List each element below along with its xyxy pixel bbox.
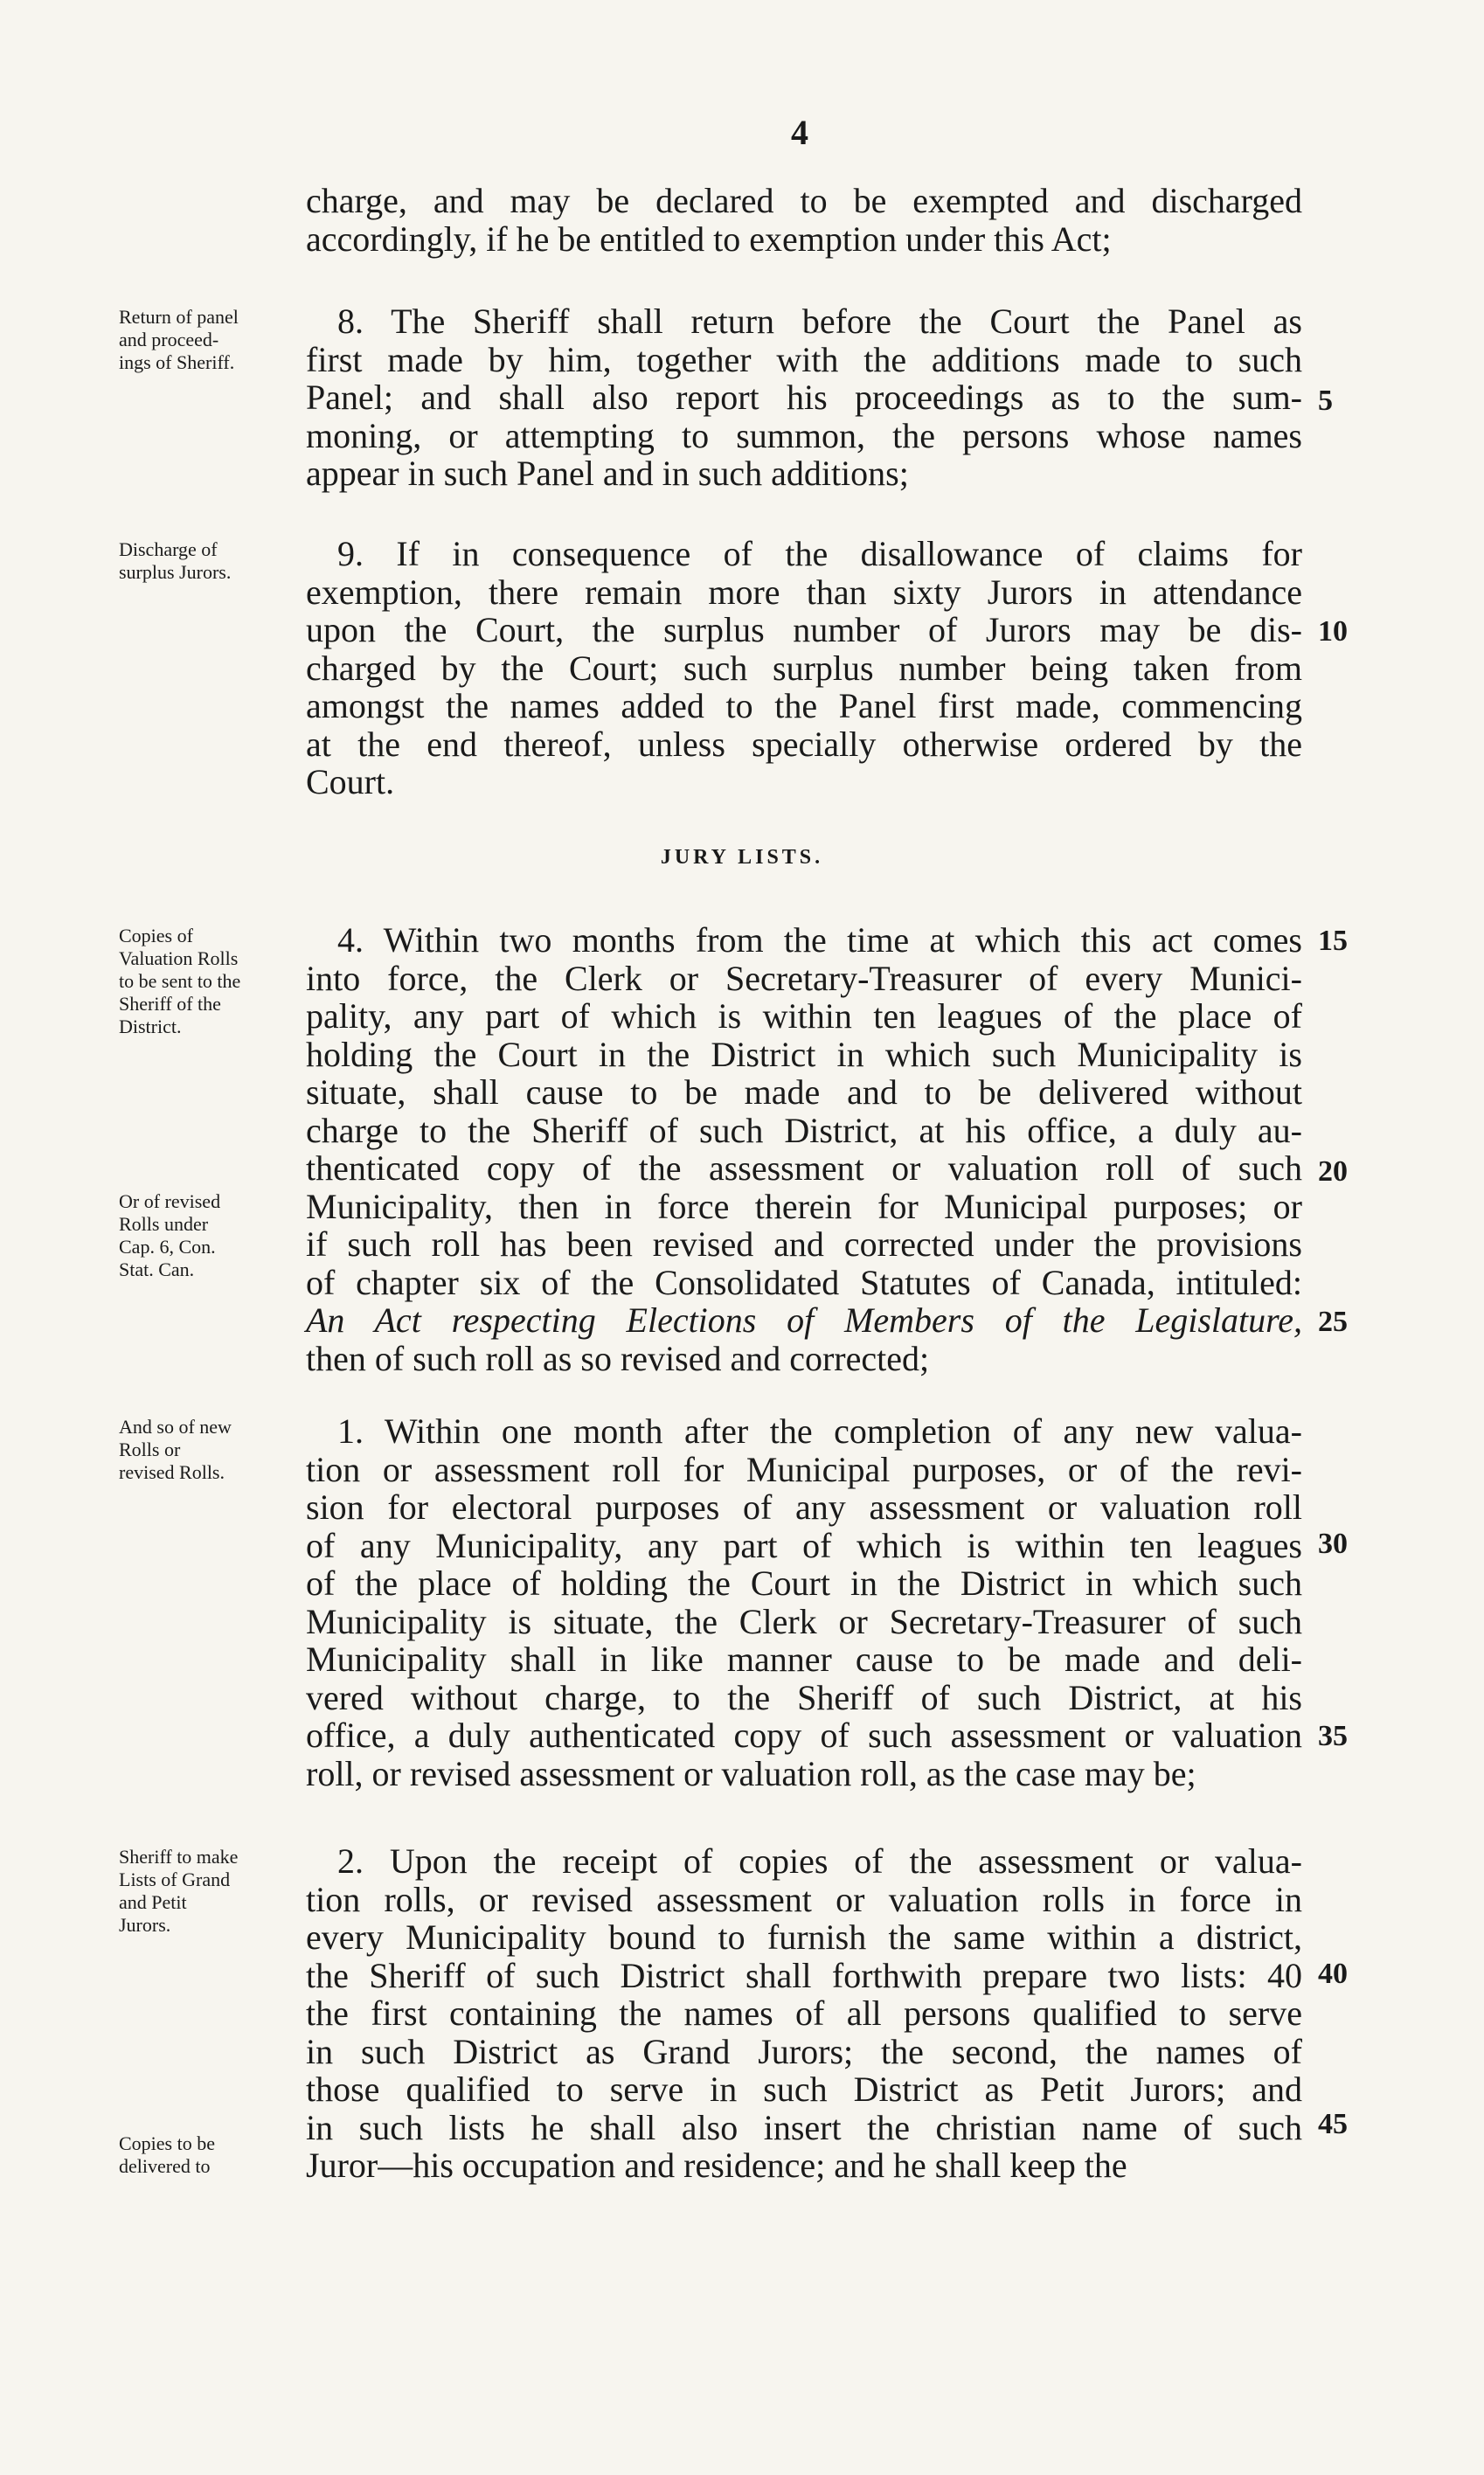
margin-note bbox=[119, 306, 294, 374]
line-number: 5 bbox=[1318, 385, 1333, 417]
margin-note-line: District. bbox=[119, 1016, 182, 1037]
text-line: charged by the Court; such surplus number being taken from bbox=[306, 648, 1302, 688]
text-line: tion rolls, or revised assessment or valuation rolls in force in bbox=[306, 1879, 1302, 1919]
margin-note-line: Cap. 6, Con. bbox=[119, 1236, 216, 1258]
margin-note-line: And so of new bbox=[119, 1416, 232, 1438]
text-line: the Sheriff of such District shall forthwith prepare two lists: 40 bbox=[306, 1955, 1302, 1995]
text-line: 4. Within two months from the time at which this act comes bbox=[337, 920, 1302, 960]
text-line: Panel; and shall also report his proceedings as to the sum- bbox=[306, 378, 1302, 417]
margin-note bbox=[119, 1190, 294, 1281]
section-heading: JURY LISTS. bbox=[660, 846, 824, 869]
text-line: 9. If in consequence of the disallowance of claims for bbox=[337, 534, 1302, 573]
line-number: 15 bbox=[1318, 925, 1348, 957]
text-line: in such District as Grand Jurors; the second, the names of bbox=[306, 2031, 1302, 2071]
text-line: Municipality shall in like manner cause to be made and deli- bbox=[306, 1640, 1302, 1679]
margin-note bbox=[119, 925, 294, 1038]
text-line: 8. The Sheriff shall return before the Court the Panel as bbox=[337, 302, 1302, 341]
text-line: at the end thereof, unless specially otherwise ordered by the bbox=[306, 724, 1302, 764]
text-line: if such roll has been revised and corrected under the provisions bbox=[306, 1224, 1302, 1264]
text-line: office, a duly authenticated copy of such assessment or valuation bbox=[306, 1716, 1302, 1755]
text-line: every Municipality bound to furnish the same within a district, bbox=[306, 1917, 1302, 1957]
paragraph bbox=[306, 1842, 1302, 2185]
text-line: Court. bbox=[306, 762, 395, 801]
margin-note-line: ings of Sheriff. bbox=[119, 351, 235, 373]
text-line: holding the Court in the District in which such Municipality is bbox=[306, 1034, 1302, 1074]
margin-note-line: surplus Jurors. bbox=[119, 561, 232, 583]
text-line: 1. Within one month after the completion of any new valua- bbox=[337, 1411, 1302, 1451]
margin-note-line: Rolls or bbox=[119, 1439, 181, 1460]
text-line: Juror—his occupation and residence; and he shall keep the bbox=[306, 2146, 1127, 2185]
margin-note-line: Return of panel bbox=[119, 306, 239, 328]
line-number: 30 bbox=[1318, 1528, 1348, 1560]
text-line: vered without charge, to the Sheriff of such District, at his bbox=[306, 1677, 1302, 1717]
text-line: charge to the Sheriff of such District, at his office, a duly au- bbox=[306, 1110, 1302, 1150]
margin-note-line: and proceed- bbox=[119, 329, 219, 350]
margin-note-line: Copies to be bbox=[119, 2132, 215, 2154]
text-line: those qualified to serve in such District as Petit Jurors; and bbox=[306, 2069, 1302, 2109]
line-number: 25 bbox=[1318, 1306, 1348, 1338]
line-number: 10 bbox=[1318, 615, 1348, 648]
margin-note-line: Valuation Rolls bbox=[119, 947, 239, 969]
text-line: of any Municipality, any part of which is within ten leagues bbox=[306, 1525, 1302, 1565]
text-line: thenticated copy of the assessment or valuation roll of such bbox=[306, 1148, 1302, 1188]
margin-note-line: Lists of Grand bbox=[119, 1868, 231, 1890]
line-number: 45 bbox=[1318, 2108, 1348, 2140]
text-line: Municipality is situate, the Clerk or Secretary-Treasurer of such bbox=[306, 1601, 1302, 1641]
margin-note-line: revised Rolls. bbox=[119, 1461, 225, 1483]
margin-note bbox=[119, 1416, 294, 1484]
text-line: exemption, there remain more than sixty Jurors in attendance bbox=[306, 572, 1302, 612]
text-line: pality, any part of which is within ten leagues of the place of bbox=[306, 996, 1302, 1036]
text-line: into force, the Clerk or Secretary-Treasurer of every Munici- bbox=[306, 958, 1302, 998]
margin-note bbox=[119, 538, 294, 584]
margin-note-line: Sheriff of the bbox=[119, 993, 221, 1015]
text-line: 2. Upon the receipt of copies of the assessment or valua- bbox=[337, 1841, 1302, 1881]
text-line: Municipality, then in force therein for Municipal purposes; or bbox=[306, 1186, 1302, 1226]
text-line: first made by him, together with the additions made to such bbox=[306, 339, 1302, 379]
text-line: upon the Court, the surplus number of Jurors may be dis- bbox=[306, 610, 1302, 649]
margin-note-line: to be sent to the bbox=[119, 970, 241, 992]
margin-note-line: Copies of bbox=[119, 925, 193, 946]
paragraph bbox=[306, 1412, 1302, 1792]
margin-note-line: delivered to bbox=[119, 2155, 211, 2177]
margin-note bbox=[119, 2132, 294, 2178]
line-number: 20 bbox=[1318, 1155, 1348, 1188]
margin-note-line: Sheriff to make bbox=[119, 1846, 239, 1868]
text-line: in such lists he shall also insert the christian name of such bbox=[306, 2107, 1302, 2147]
text-line: tion or assessment roll for Municipal purposes, or of the revi- bbox=[306, 1449, 1302, 1489]
line-number: 40 bbox=[1318, 1958, 1348, 1990]
text-line: amongst the names added to the Panel first made, commencing bbox=[306, 686, 1302, 725]
text-line: then of such roll as so revised and corrected; bbox=[306, 1338, 930, 1378]
text-line: accordingly, if he be entitled to exemption under this Act; bbox=[306, 218, 1112, 259]
paragraph bbox=[306, 182, 1302, 258]
margin-note-line: Discharge of bbox=[119, 538, 218, 560]
margin-note-line: Or of revised bbox=[119, 1190, 221, 1212]
text-line: moning, or attempting to summon, the persons whose names bbox=[306, 415, 1302, 455]
margin-note-line: and Petit bbox=[119, 1891, 187, 1913]
text-line: situate, shall cause to be made and to be delivered without bbox=[306, 1072, 1302, 1112]
text-line: the first containing the names of all persons qualified to serve bbox=[306, 1993, 1302, 2033]
text-line: of the place of holding the Court in the District in which such bbox=[306, 1563, 1302, 1603]
margin-note bbox=[119, 1846, 294, 1937]
margin-note-line: Jurors. bbox=[119, 1914, 171, 1936]
margin-note-line: Rolls under bbox=[119, 1213, 209, 1235]
text-line: An Act respecting Elections of Members of the Legislature, bbox=[306, 1300, 1302, 1340]
paragraph bbox=[306, 535, 1302, 801]
page-number: 4 bbox=[791, 113, 808, 152]
line-number: 35 bbox=[1318, 1720, 1348, 1752]
text-line: roll, or revised assessment or valuation roll, as the case may be; bbox=[306, 1753, 1196, 1793]
text-line: sion for electoral purposes of any assessment or valuation roll bbox=[306, 1487, 1302, 1527]
paragraph bbox=[306, 921, 1302, 1377]
margin-note-line: Stat. Can. bbox=[119, 1258, 195, 1280]
text-line: charge, and may be declared to be exempted and discharged bbox=[306, 181, 1302, 220]
text-line: appear in such Panel and in such additions; bbox=[306, 454, 909, 493]
text-line: of chapter six of the Consolidated Statutes of Canada, intituled: bbox=[306, 1262, 1302, 1302]
paragraph bbox=[306, 302, 1302, 493]
